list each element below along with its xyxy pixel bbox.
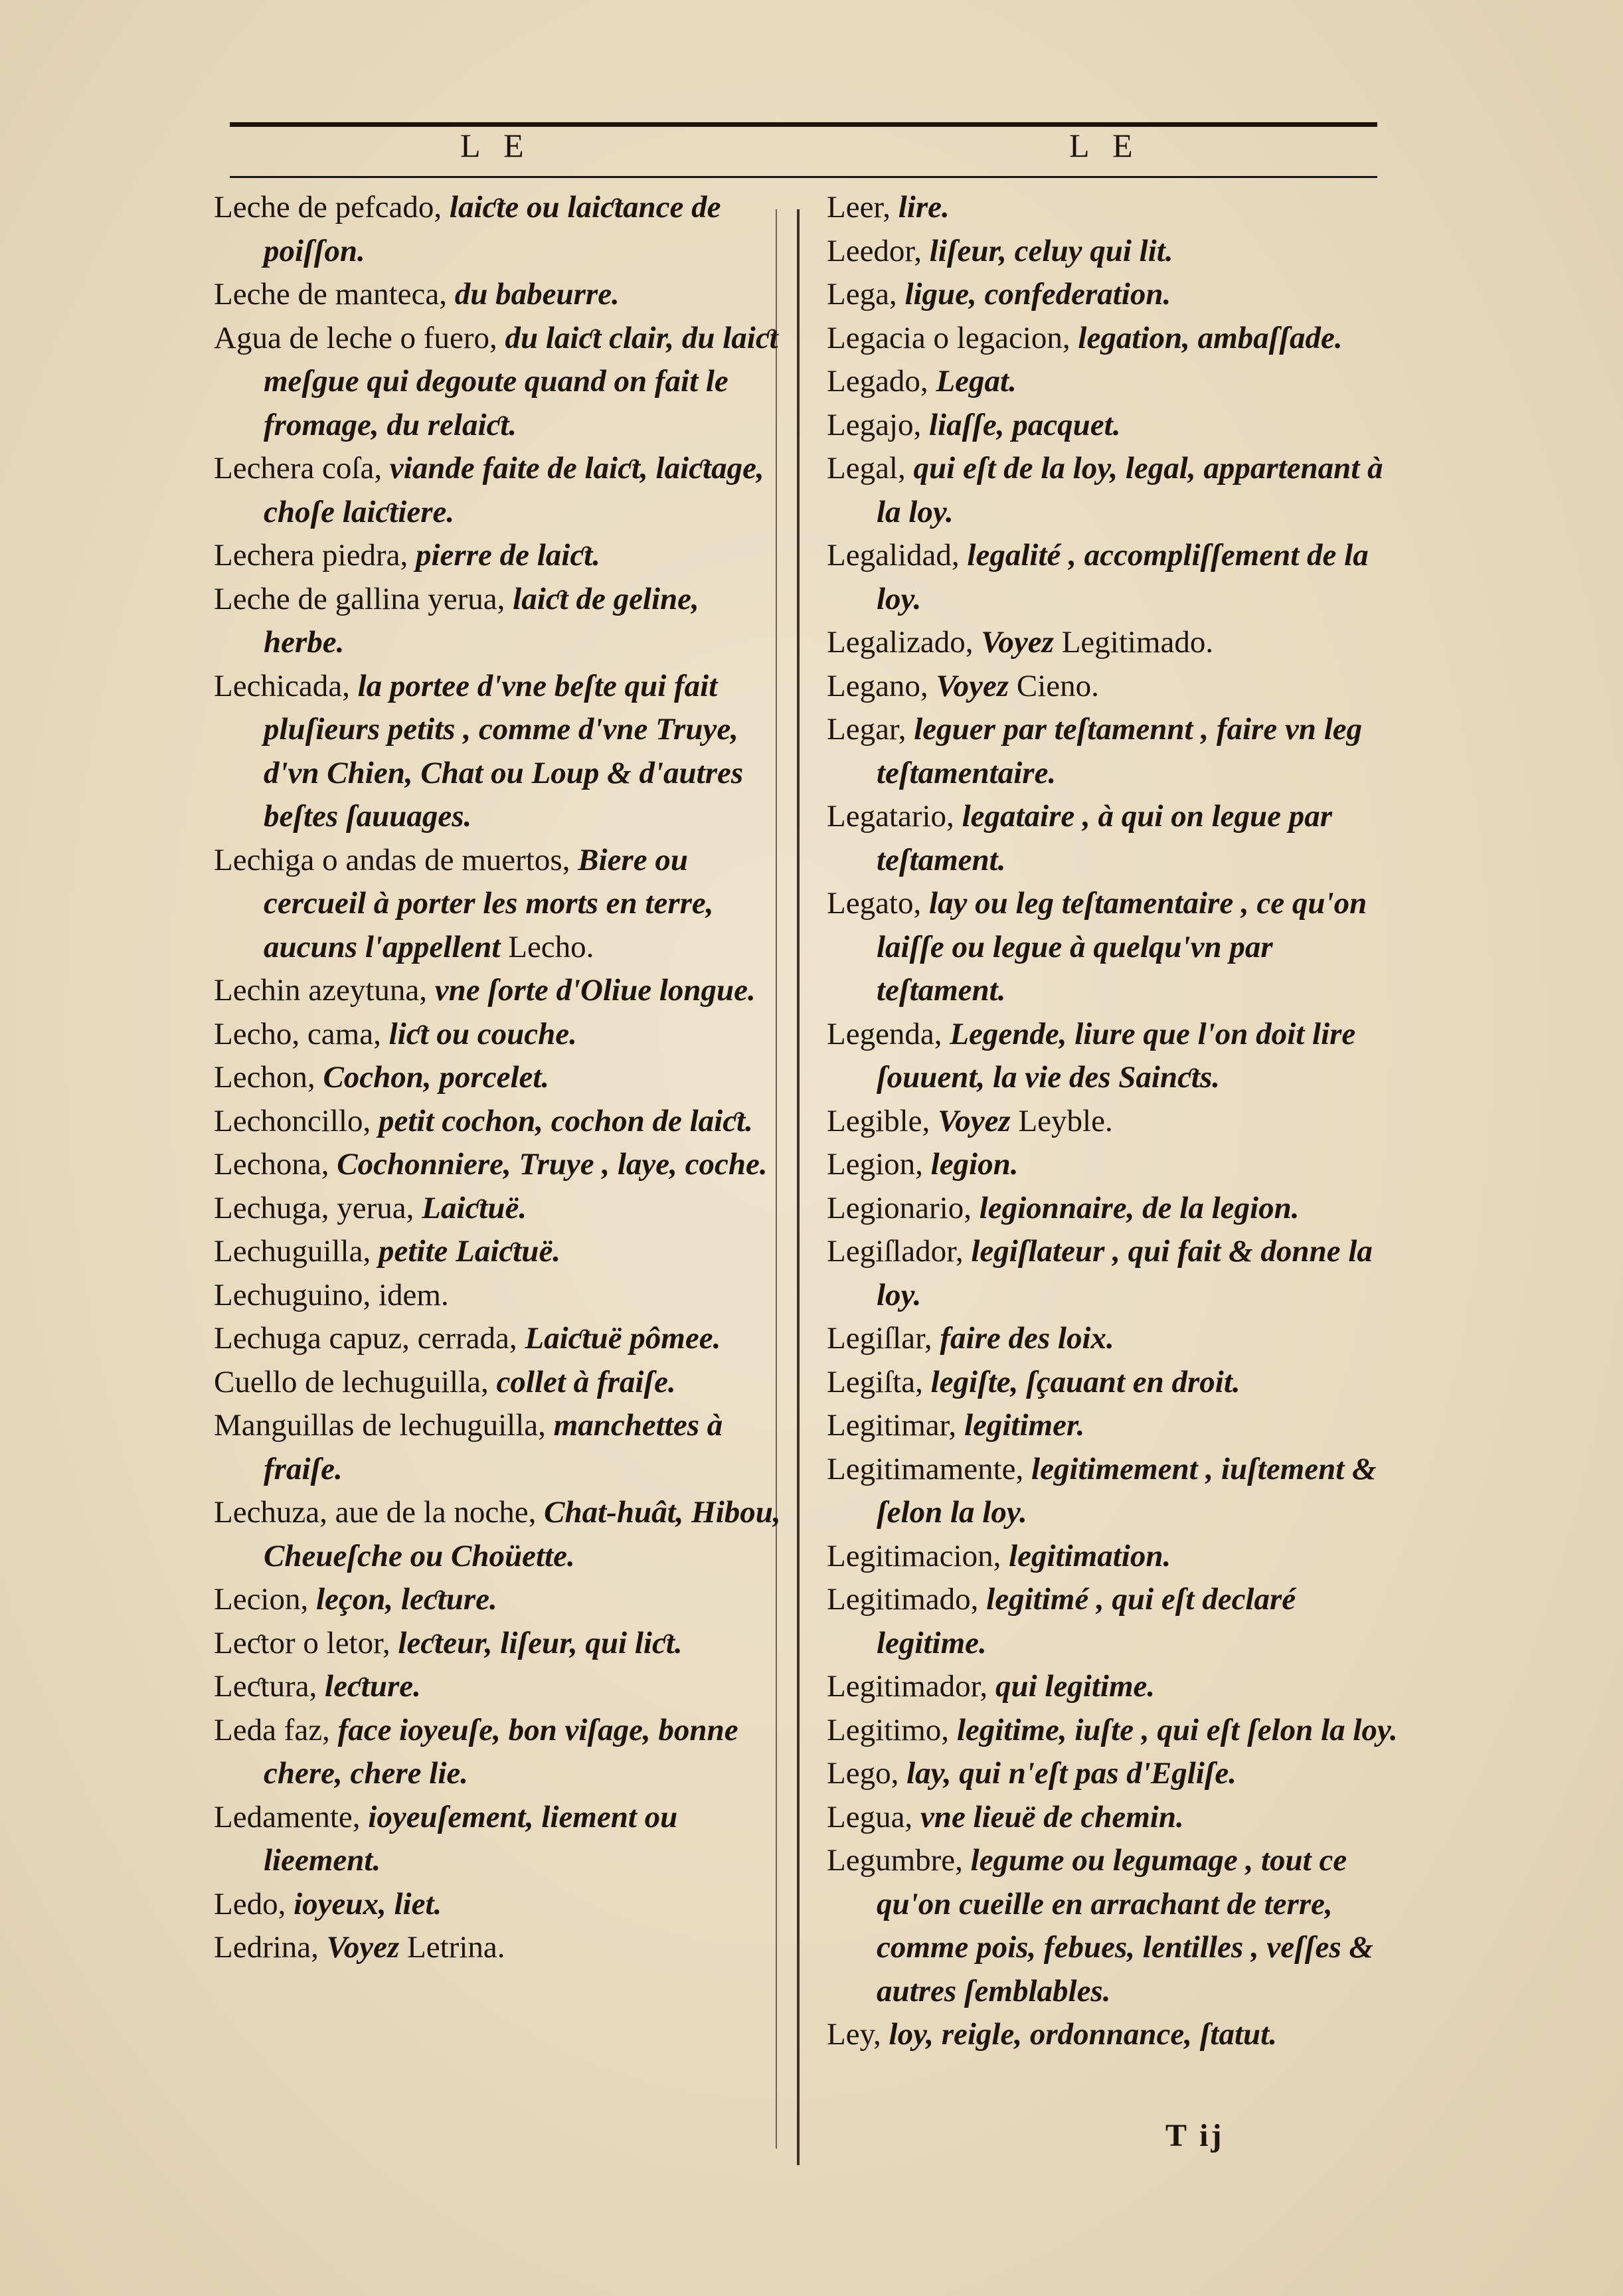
entry-definition: leguer par teſtamennt , faire vn leg teſtamentaire. [877, 712, 1363, 790]
entry-headword: Legacia o legacion, [827, 320, 1070, 355]
entry-headword: Legar, [827, 712, 906, 747]
dictionary-entry [214, 1622, 785, 1666]
entry-definition: lay ou leg teſtamentaire , ce qu'on laiſſe ou legue à quelqu'vn par teſtament. [877, 886, 1367, 1008]
entry-definition: laiƈt de geline, herbe. [264, 581, 699, 660]
dictionary-entry [214, 1578, 785, 1622]
entry-headword: Legano, [827, 668, 928, 703]
dictionary-entry [214, 1013, 785, 1057]
dictionary-entry [827, 404, 1398, 448]
dictionary-entry [827, 795, 1398, 882]
entry-definition: Laiƈtuë pômee. [525, 1321, 721, 1356]
entry-definition: Biere ou cercueil à porter les morts en terre, aucuns l'appellent [264, 842, 714, 964]
entry-definition: lire. [898, 190, 950, 224]
entry-definition: qui eſt de la loy, legal, appartenant à la loy. [877, 451, 1383, 529]
entry-definition: loy, reigle, ordonnance, ſtatut. [889, 2017, 1277, 2052]
dictionary-entry [214, 578, 785, 665]
entry-headword: Legajo, [827, 407, 922, 442]
entry-headword: Manguillas de lechuguilla, [214, 1408, 546, 1443]
dictionary-entry [827, 1404, 1398, 1448]
dictionary-entry [827, 621, 1398, 665]
dictionary-entry [827, 230, 1398, 274]
entry-headword: Leer, [827, 190, 891, 224]
entry-definition: legation, ambaſſade. [1078, 320, 1343, 355]
entry-definition: leƈteur, liſeur, qui liƈt. [398, 1625, 683, 1660]
entry-crossref: Lecho. [508, 929, 594, 964]
entry-definition: legitime, iuſte , qui eſt ſelon la loy. [956, 1712, 1398, 1747]
entry-definition: du laiƈt clair, du laiƈt meſgue qui degoute quand on fait le fromage, du relaiƈt. [264, 320, 778, 442]
entry-headword: Lechicada, [214, 668, 350, 703]
dictionary-entry [214, 1317, 785, 1361]
entry-headword: Legumbre, [827, 1843, 963, 1878]
entry-definition: liaſſe, pacquet. [929, 407, 1121, 442]
entry-definition: legume ou legumage , tout ce qu'on cueille en arrachant de terre, comme pois, febues, lentilles , veſſes & autres ſemblables. [877, 1843, 1373, 2008]
entry-definition: legitimé , qui eſt declaré legitime. [877, 1582, 1296, 1660]
entry-headword: Cuello de lechuguilla, [214, 1364, 489, 1399]
entry-headword: Legiſlar, [827, 1321, 932, 1356]
entry-definition: Voyez [981, 625, 1054, 660]
entry-definition: Legende, liure que l'on doit lire ſouuent, la vie des Sainƈts. [877, 1016, 1356, 1095]
entry-headword: Legiſlador, [827, 1234, 964, 1269]
entry-headword: Lechuguino, idem. [214, 1277, 449, 1312]
entry-headword: Legal, [827, 451, 906, 486]
entry-definition: vne ſorte d'Oliue longue. [434, 973, 756, 1008]
dictionary-entry [214, 1404, 785, 1491]
dictionary-entry [214, 534, 785, 578]
entry-headword: Leda faz, [214, 1712, 330, 1747]
entry-headword: Legitimador, [827, 1669, 988, 1704]
entry-definition: petite Laiƈtuë. [378, 1234, 561, 1269]
entry-headword: Lechuga capuz, cerrada, [214, 1321, 517, 1356]
entry-headword: Lechuga, yerua, [214, 1190, 414, 1225]
entry-definition: Chat-huât, Hibou, Cheueſche ou Choüette. [264, 1495, 781, 1573]
dictionary-entry [214, 317, 785, 448]
entry-definition: ligue, confederation. [904, 277, 1171, 311]
entry-headword: Lechera piedra, [214, 538, 408, 573]
dictionary-entry [827, 1839, 1398, 2013]
entry-definition: legataire , à qui on legue par teſtament. [877, 799, 1333, 877]
entry-headword: Lechon, [214, 1060, 315, 1095]
entry-definition: faire des loix. [940, 1321, 1114, 1356]
entry-definition: legitimer. [964, 1408, 1085, 1443]
dictionary-entry [214, 665, 785, 839]
entry-definition: lay, qui n'eſt pas d'Egliſe. [906, 1756, 1237, 1791]
entry-headword: Legalizado, [827, 625, 974, 660]
dictionary-entry [214, 1709, 785, 1796]
entry-headword: Ledamente, [214, 1799, 361, 1834]
dictionary-entry [827, 2013, 1398, 2057]
dictionary-entry [214, 1274, 785, 1318]
entry-definition: du babeurre. [454, 277, 620, 311]
entry-definition: pierre de laiƈt. [416, 538, 601, 573]
header-rule-top [230, 122, 1377, 127]
dictionary-entry [214, 1143, 785, 1187]
entry-definition: legionnaire, de la legion. [979, 1190, 1300, 1225]
dictionary-entry [214, 839, 785, 970]
dictionary-entry [214, 1665, 785, 1709]
entry-headword: Legatario, [827, 799, 954, 834]
entry-headword: Lecion, [214, 1582, 309, 1617]
dictionary-entry [827, 1317, 1398, 1361]
dictionary-entry [214, 1361, 785, 1405]
entry-headword: Leedor, [827, 233, 922, 268]
entry-definition: petit cochon, cochon de laiƈt. [378, 1103, 753, 1138]
entry-definition: manchettes à fraiſe. [264, 1408, 723, 1486]
entry-headword: Legitimo, [827, 1712, 950, 1747]
dictionary-entry [214, 1230, 785, 1274]
header-rule-bottom [230, 176, 1377, 178]
entry-crossref: Legitimado. [1061, 625, 1214, 660]
entry-definition: Voyez [936, 668, 1009, 703]
dictionary-entry [214, 186, 785, 273]
entry-definition: Cochon, porcelet. [323, 1060, 550, 1095]
dictionary-entry [827, 708, 1398, 795]
entry-headword: Legenda, [827, 1016, 942, 1051]
entry-definition: vne lieuë de chemin. [920, 1799, 1184, 1834]
dictionary-entry [827, 1796, 1398, 1840]
dictionary-entry [827, 1013, 1398, 1100]
entry-definition: legalité , accompliſſement de la loy. [877, 538, 1369, 616]
dictionary-entry [214, 969, 785, 1013]
dictionary-entry [827, 1143, 1398, 1187]
dictionary-entry [214, 1491, 785, 1578]
entry-headword: Leƈtor o letor, [214, 1625, 390, 1660]
entry-headword: Lechin azeytuna, [214, 973, 427, 1008]
dictionary-entry [827, 1709, 1398, 1753]
dictionary-entry [214, 1926, 785, 1970]
entry-definition: Voyez [326, 1930, 400, 1965]
dictionary-entry [827, 1578, 1398, 1665]
entry-headword: Legua, [827, 1799, 913, 1834]
entry-headword: Ley, [827, 2017, 881, 2052]
entry-definition: legiſte, ſçauant en droit. [930, 1364, 1240, 1399]
entry-headword: Legalidad, [827, 538, 960, 573]
dictionary-entry [827, 1187, 1398, 1231]
entry-headword: Legado, [827, 364, 928, 398]
dictionary-entry [827, 882, 1398, 1013]
entry-headword: Lega, [827, 277, 897, 311]
entry-definition: viande faite de laiƈt, laiƈtage, choſe laiƈtiere. [264, 451, 764, 529]
entry-headword: Leche de gallina yerua, [214, 581, 505, 616]
dictionary-entry [214, 1187, 785, 1231]
entry-definition: ioyeuſement, liement ou lieement. [264, 1799, 678, 1878]
running-head-left: L E [460, 127, 532, 164]
entry-headword: Ledo, [214, 1886, 286, 1921]
entry-headword: Lechona, [214, 1147, 329, 1182]
dictionary-entry [214, 1883, 785, 1927]
dictionary-entry [827, 186, 1398, 230]
dictionary-entry [827, 534, 1398, 621]
entry-definition: collet à fraiſe. [496, 1364, 676, 1399]
entry-definition: Voyez [938, 1103, 1011, 1138]
entry-headword: Legitimar, [827, 1408, 957, 1443]
entry-headword: Lechuguilla, [214, 1234, 371, 1269]
dictionary-entry [214, 1796, 785, 1883]
entry-headword: Legitimado, [827, 1582, 979, 1617]
dictionary-entry [827, 447, 1398, 534]
dictionary-entry [827, 317, 1398, 361]
entry-headword: Legato, [827, 886, 922, 921]
left-column [214, 186, 785, 1970]
entry-headword: Leche de pefcado, [214, 190, 442, 224]
entry-headword: Leche de manteca, [214, 277, 447, 311]
entry-definition: Cochonniere, Truye , laye, coche. [337, 1147, 768, 1182]
entry-headword: Leƈtura, [214, 1669, 317, 1704]
entry-headword: Lechera coſa, [214, 451, 383, 486]
entry-headword: Agua de leche o fuero, [214, 320, 497, 355]
column-divider [797, 209, 800, 2165]
entry-definition: Laiƈtuë. [422, 1190, 527, 1225]
entry-headword: Legitimamente, [827, 1451, 1024, 1486]
entry-definition: la portee d'vne beſte qui fait pluſieurs petits , comme d'vne Truye, d'vn Chien, Chat ou Loup & d'autres beſtes ſauuages. [264, 668, 744, 834]
entry-definition: Legat. [936, 364, 1017, 398]
dictionary-entry [827, 1535, 1398, 1579]
dictionary-entry [827, 1100, 1398, 1144]
dictionary-entry [827, 1665, 1398, 1709]
right-column [827, 186, 1398, 2057]
dictionary-entry [214, 447, 785, 534]
entry-headword: Lecho, cama, [214, 1016, 381, 1051]
signature-mark: T ij [1165, 2118, 1225, 2153]
dictionary-entry [827, 1361, 1398, 1405]
entry-headword: Lechiga o andas de muertos, [214, 842, 570, 877]
entry-headword: Legionario, [827, 1190, 972, 1225]
dictionary-entry [214, 1056, 785, 1100]
entry-definition: legitimement , iuſtement & ſelon la loy. [877, 1451, 1377, 1530]
entry-definition: liƈt ou couche. [388, 1016, 577, 1051]
entry-headword: Legion, [827, 1147, 923, 1182]
dictionary-entry [827, 1752, 1398, 1796]
entry-definition: qui legitime. [995, 1669, 1155, 1704]
entry-crossref: Letrina. [407, 1930, 505, 1965]
entry-definition: liſeur, celuy qui lit. [929, 233, 1173, 268]
entry-definition: laiƈte ou laiƈtance de poiſſon. [264, 190, 721, 268]
running-head-right: L E [1069, 127, 1141, 164]
dictionary-entry [214, 273, 785, 317]
entry-crossref: Cieno. [1016, 668, 1099, 703]
entry-headword: Legitimacion, [827, 1538, 1001, 1573]
entry-definition: ioyeux, liet. [294, 1886, 442, 1921]
dictionary-entry [827, 273, 1398, 317]
entry-headword: Lechoncillo, [214, 1103, 371, 1138]
entry-definition: legiſlateur , qui fait & donne la loy. [877, 1234, 1373, 1312]
entry-definition: leçon, leƈture. [316, 1582, 497, 1617]
entry-definition: legitimation. [1009, 1538, 1171, 1573]
entry-crossref: Leyble. [1018, 1103, 1113, 1138]
entry-headword: Lechuza, aue de la noche, [214, 1495, 537, 1530]
dictionary-entry [214, 1100, 785, 1144]
entry-definition: face ioyeuſe, bon viſage, bonne chere, chere lie. [264, 1712, 738, 1791]
dictionary-entry [827, 360, 1398, 404]
entry-headword: Legiſta, [827, 1364, 923, 1399]
entry-headword: Legible, [827, 1103, 930, 1138]
entry-headword: Lego, [827, 1756, 899, 1791]
dictionary-entry [827, 1230, 1398, 1317]
dictionary-entry [827, 665, 1398, 709]
entry-definition: legion. [930, 1147, 1019, 1182]
entry-headword: Ledrina, [214, 1930, 319, 1965]
entry-definition: leƈture. [325, 1669, 421, 1704]
dictionary-entry [827, 1448, 1398, 1535]
